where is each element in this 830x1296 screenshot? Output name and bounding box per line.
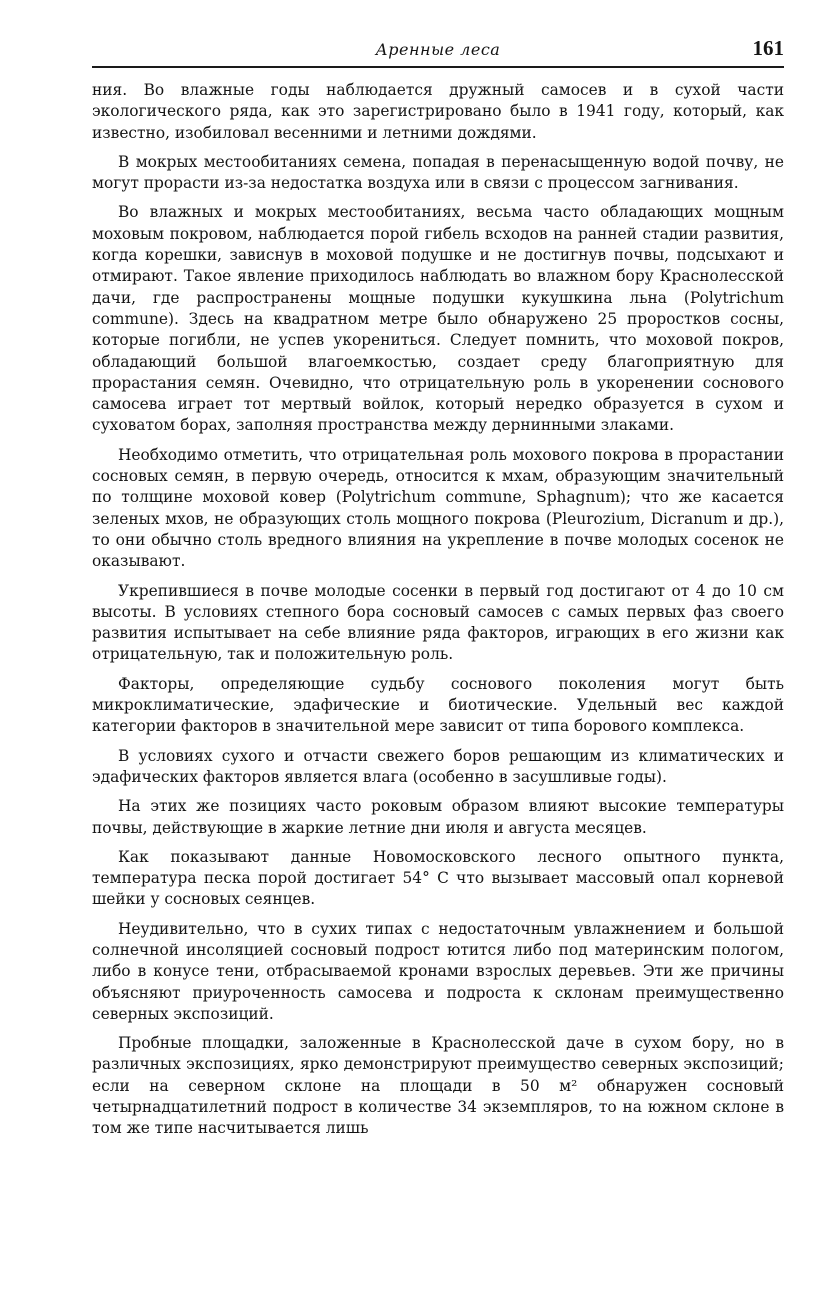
body-text bbox=[92, 80, 784, 1140]
running-head bbox=[92, 36, 784, 68]
paragraph: Пробные площадки, заложенные в Краснолесской даче в сухом бору, но в различных экспозициях, ярко демонстрируют преимущество северных экспозиций; если на северном склоне на площади в 50 м² обнаружен сосновый четырнадцатилетний подрост в количестве 34 экземпляров, то на южном склоне в том же типе насчитывается лишь bbox=[92, 1034, 784, 1138]
paragraph: На этих же позициях часто роковым образом влияют высокие температуры почвы, действующие в жаркие летние дни июля и августа месяцев. bbox=[92, 797, 784, 837]
paragraph: Как показывают данные Новомосковского лесного опытного пункта, температура песка порой достигает 54° С что вызывает массовый опал корневой шейки у сосновых сеянцев. bbox=[92, 847, 784, 909]
paragraph: Укрепившиеся в почве молодые сосенки в первый год достигают от 4 до 10 см высоты. В условиях степного бора сосновый самосев с самых первых фаз своего развития испытывает на себе влияние ряда факторов, играющих в его жизни как отрицательную, так и положительную роль. bbox=[92, 581, 784, 664]
paragraph: В мокрых местообитаниях семена, попадая в перенасыщенную водой почву, не могут прорасти из-за недостатка воздуха или в связи с процессом загнивания. bbox=[92, 152, 784, 193]
paragraph: Факторы, определяющие судьбу соснового поколения могут быть микроклиматические, эдафические и биотические. Удельный вес каждой категории факторов в значительной мере зависит от типа борового комплекса. bbox=[92, 674, 784, 736]
running-title: Аренные леса bbox=[375, 40, 501, 59]
paragraph: Необходимо отметить, что отрицательная роль мохового покрова в прорастании сосновых семян, в первую очередь, относится к мхам, образующим значительный по толщине моховой ковер (Polytrichum commune, Sphagnum); что же касается зеленых мхов, не образующих столь мощного покрова (Pleurozium, Dicranum и др.), то они обычно столь вредного влияния на укрепление в почве молодых сосенок не оказывают. bbox=[92, 445, 784, 571]
paragraph: Неудивительно, что в сухих типах с недостаточным увлажнением и большой солнечной инсоляцией сосновый подрост ютится либо под материнским пологом, либо в конусе тени, отбрасываемой кронами взрослых деревьев. Эти же причины объясняют приуроченность самосева и подроста к склонам преимущественно северных экспозиций. bbox=[92, 919, 784, 1023]
page-number: 161 bbox=[752, 36, 784, 60]
document-page bbox=[92, 36, 784, 1148]
paragraph-continuation: ния. Во влажные годы наблюдается дружный самосев и в сухой части экологического ряда, как это зарегистрировано было в 1941 году, который, как известно, изобиловал весенними и летними дождями. bbox=[92, 81, 784, 142]
paragraph: В условиях сухого и отчасти свежего боров решающим из климатических и эдафических факторов является влага (особенно в засушливые годы). bbox=[92, 746, 784, 786]
paragraph: Во влажных и мокрых местообитаниях, весьма часто обладающих мощным моховым покровом, наблюдается порой гибель всходов на ранней стадии развития, когда корешки, зависнув в моховой подушке и не достигнув почвы, подсыхают и отмирают. Такое явление приходилось наблюдать во влажном бору Краснолесской дачи, где распространены мощные подушки кукушкина льна (Polytrichum commune). Здесь на квадратном метре было обнаружено 25 проростков сосны, которые погибли, не успев укорениться. Следует помнить, что моховой покров, обладающий большой влагоемкостью, создает среду благоприятную для прорастания семян. Очевидно, что отрицательную роль в укоренении соснового самосева играет тот мертвый войлок, который нередко образуется в сухом и суховатом борах, заполняя пространства между дернинными злаками. bbox=[92, 203, 784, 435]
